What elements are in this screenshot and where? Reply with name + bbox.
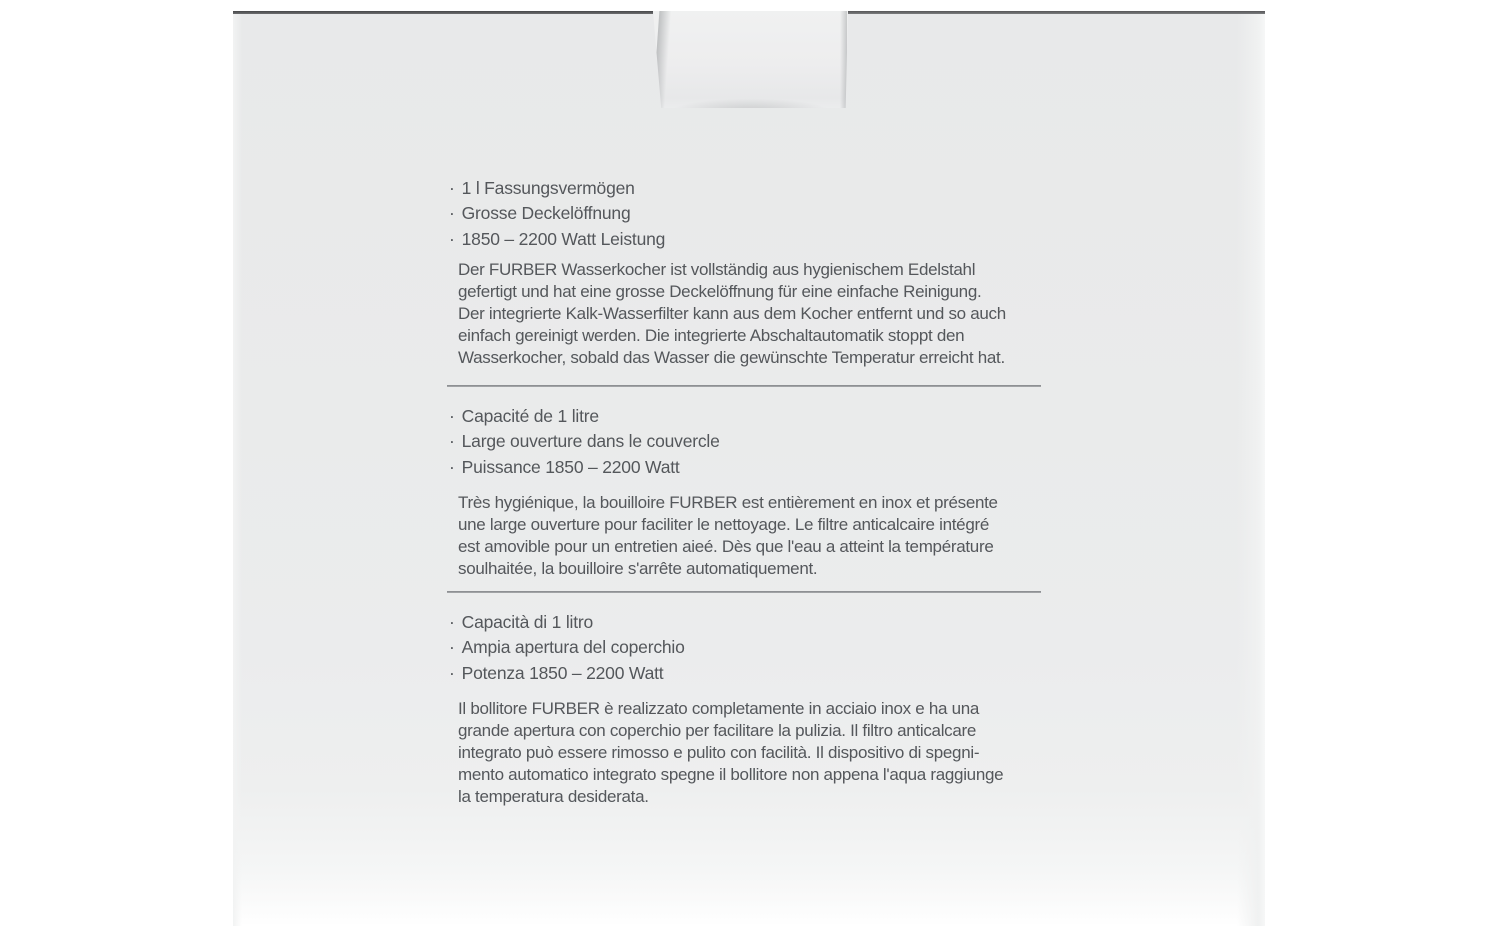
feature-list-french	[449, 404, 720, 480]
paragraph-line: mento automatico integrato spegne il bollitore non appena l'aqua raggiunge	[458, 765, 1004, 784]
paragraph-line: Très hygiénique, la bouilloire FURBER est entièrement en inox et présente	[458, 493, 998, 512]
feature-list-german	[449, 176, 665, 252]
paragraph-line: Wasserkocher, sobald das Wasser die gewünschte Temperatur erreicht hat.	[458, 348, 1005, 367]
description-german	[458, 259, 1006, 369]
bullet-label: Grosse Deckelöffnung	[461, 203, 631, 224]
paragraph-line: Il bollitore FURBER è realizzato completamente in acciaio inox e ha una	[458, 699, 980, 718]
bullet-label: Capacità di 1 litro	[461, 612, 594, 632]
paragraph-line: gefertigt und hat eine grosse Deckelöffnung für eine einfache Reinigung.	[458, 282, 982, 301]
bullet-item	[449, 404, 720, 429]
divider	[447, 385, 1041, 387]
bullet-item	[449, 661, 685, 686]
bullet-label: Large ouverture dans le couvercle	[461, 431, 720, 452]
feature-list-italian	[449, 610, 685, 686]
description-french	[458, 492, 998, 580]
bullet-item	[449, 429, 720, 454]
lid-notch-right-shadow	[840, 11, 847, 108]
paragraph-line: est amovible pour un entretien aieé. Dès que l'eau a atteint la température	[458, 537, 994, 556]
bullet-item	[449, 201, 665, 226]
bullet-item	[449, 227, 665, 252]
paragraph-line: Der integrierte Kalk-Wasserfilter kann aus dem Kocher entfernt und so auch	[458, 304, 1006, 323]
bullet-dot: ·	[449, 662, 455, 683]
bullet-label: 1850 – 2200 Watt Leistung	[461, 228, 666, 249]
bullet-dot: ·	[449, 203, 455, 224]
bullet-label: Capacité de 1 litre	[461, 406, 599, 426]
bullet-item	[449, 176, 665, 201]
box-top-edge-right	[848, 11, 1265, 14]
bullet-dot: ·	[449, 431, 455, 452]
paragraph-line: Der FURBER Wasserkocher ist vollständig aus hygienischem Edelstahl	[458, 260, 976, 279]
bullet-item	[449, 455, 720, 480]
box-top-edge-left	[233, 11, 653, 14]
bullet-dot: ·	[449, 637, 455, 658]
paragraph-line: la temperatura desiderata.	[458, 787, 649, 806]
bullet-dot: ·	[449, 456, 455, 477]
bullet-dot: ·	[449, 178, 455, 198]
bullet-label: Ampia apertura del coperchio	[461, 637, 685, 658]
bullet-item	[449, 635, 685, 660]
paragraph-line: une large ouverture pour faciliter le nettoyage. Le filtre anticalcaire intégré	[458, 515, 990, 534]
paragraph-line: einfach gereinigt werden. Die integrierte Abschaltautomatik stoppt den	[458, 326, 965, 345]
paragraph-line: integrato può essere rimosso e pulito con facilità. Il dispositivo di spegni-	[458, 743, 980, 762]
bullet-dot: ·	[449, 228, 455, 249]
paragraph-line: soulhaitée, la bouilloire s'arrête automatiquement.	[458, 559, 818, 578]
bullet-dot: ·	[449, 612, 455, 632]
bullet-label: Puissance 1850 – 2200 Watt	[461, 456, 680, 477]
bullet-dot: ·	[449, 406, 455, 426]
description-italian	[458, 698, 1003, 808]
bullet-item	[449, 610, 685, 635]
divider	[447, 591, 1041, 593]
bullet-label: Potenza 1850 – 2200 Watt	[461, 662, 664, 683]
box-lid-notch	[653, 11, 848, 108]
paragraph-line: grande apertura con coperchio per facilitare la pulizia. Il filtro anticalcare	[458, 721, 977, 740]
bullet-label: 1 l Fassungsvermögen	[461, 178, 635, 198]
